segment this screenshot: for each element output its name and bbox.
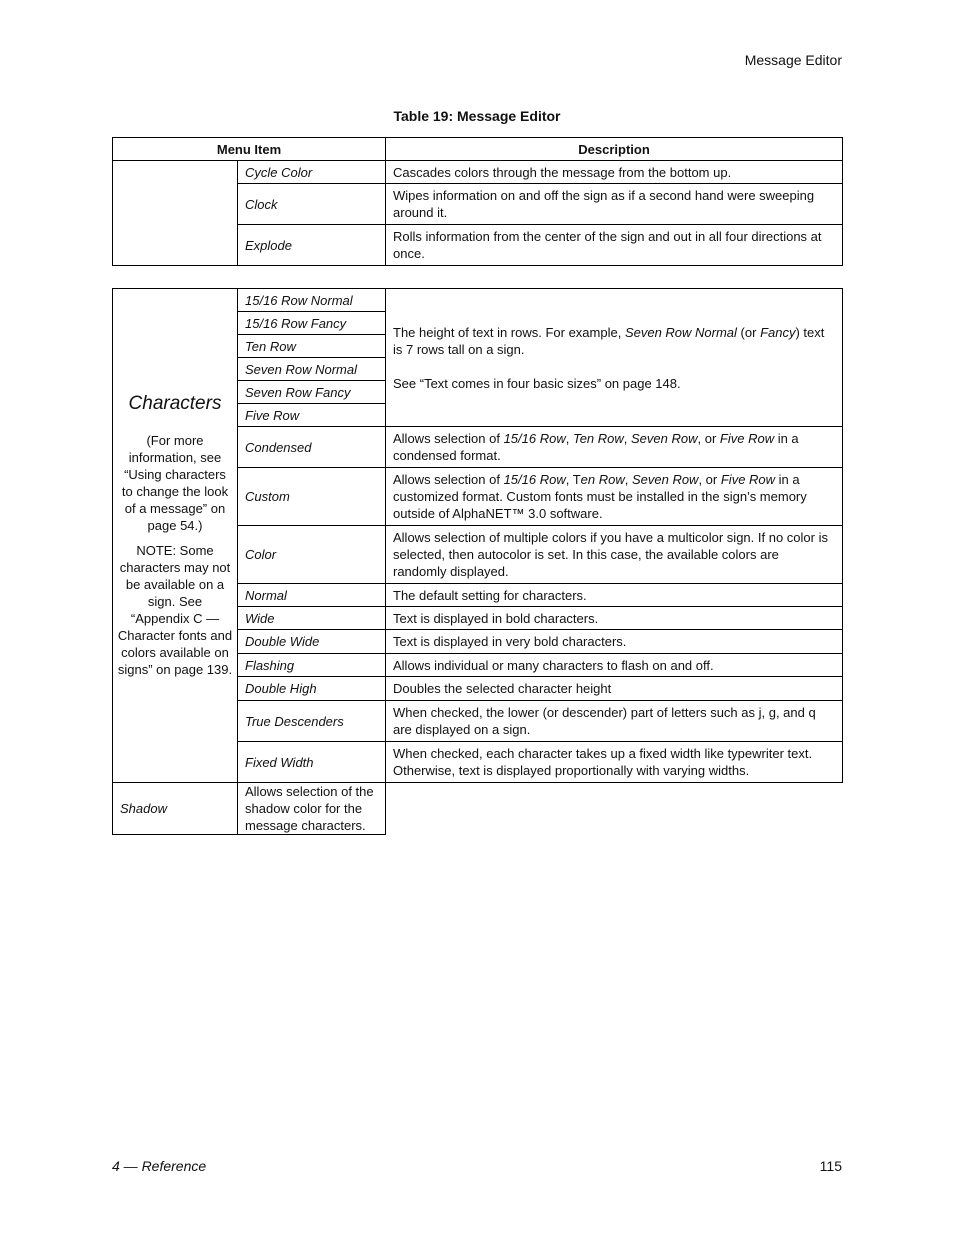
menu-item-cell: Cycle Color bbox=[238, 161, 386, 184]
description-cell: Allows individual or many characters to flash on and off. bbox=[386, 654, 843, 677]
description-cell: When checked, each character takes up a fixed width like typewriter text. Otherwise, text is displayed proportionally with varying widths. bbox=[386, 742, 843, 783]
table-header-row bbox=[113, 138, 843, 161]
message-editor-table-top bbox=[112, 137, 843, 266]
table-caption: Table 19: Message Editor bbox=[393, 108, 561, 124]
description-cell: Text is displayed in bold characters. bbox=[386, 607, 843, 630]
table-row bbox=[113, 161, 843, 184]
header-description: Description bbox=[386, 138, 843, 161]
description-cell: Allows selection of multiple colors if you have a multicolor sign. If no color is selected, then autocolor is set. In this case, the available colors are randomly displayed. bbox=[386, 526, 843, 584]
menu-item-cell: 15/16 Row Fancy bbox=[238, 312, 386, 335]
menu-item-cell: Explode bbox=[238, 225, 386, 266]
menu-item-cell: Five Row bbox=[238, 404, 386, 427]
characters-title: Characters bbox=[128, 393, 222, 414]
description-cell: Allows selection of 15/16 Row, Ten Row, Seven Row, or Five Row in a condensed format. bbox=[386, 427, 843, 468]
characters-group-cell bbox=[113, 289, 238, 783]
size-description-cell bbox=[386, 289, 843, 427]
description-cell: Allows selection of 15/16 Row, Ten Row, Seven Row, or Five Row in a customized format. Custom fonts must be installed in the sign’s memory outside of AlphaNET™ 3.0 software. bbox=[386, 468, 843, 526]
menu-item-cell: Double Wide bbox=[238, 630, 386, 654]
blank-group-cell bbox=[113, 161, 238, 266]
message-editor-table-characters bbox=[112, 288, 843, 835]
menu-item-cell: Double High bbox=[238, 677, 386, 701]
table-row bbox=[113, 783, 843, 835]
table-row bbox=[113, 289, 843, 312]
menu-item-cell: Ten Row bbox=[238, 335, 386, 358]
characters-note-availability: NOTE: Some characters may not be available on a sign. See “Appendix C — Character fonts and colors available on signs” on page 139. bbox=[117, 543, 233, 677]
description-cell: The default setting for characters. bbox=[386, 584, 843, 607]
description-cell: Text is displayed in very bold characters. bbox=[386, 630, 843, 654]
page-number: 115 bbox=[819, 1158, 842, 1174]
menu-item-cell: Normal bbox=[238, 584, 386, 607]
size-description-text: The height of text in rows. For example, Seven Row Normal (or Fancy) text is 7 rows tall on a sign. bbox=[393, 324, 825, 357]
menu-item-cell: Seven Row Fancy bbox=[238, 381, 386, 404]
menu-item-cell: Seven Row Normal bbox=[238, 358, 386, 381]
description-cell: Allows selection of the shadow color for the message characters. bbox=[238, 783, 386, 835]
menu-item-cell: Wide bbox=[238, 607, 386, 630]
characters-note-more-info: (For more information, see “Using characters to change the look of a message” on page 54.) bbox=[121, 433, 229, 533]
menu-item-cell: Color bbox=[238, 526, 386, 584]
description-cell: When checked, the lower (or descender) part of letters such as j, g, and q are displayed on a sign. bbox=[386, 701, 843, 742]
description-cell: Wipes information on and off the sign as if a second hand were sweeping around it. bbox=[386, 184, 843, 225]
menu-item-cell: Shadow bbox=[113, 783, 238, 835]
header-menu-item: Menu Item bbox=[113, 138, 386, 161]
menu-item-cell: True Descenders bbox=[238, 701, 386, 742]
menu-item-cell: Clock bbox=[238, 184, 386, 225]
description-cell: Doubles the selected character height bbox=[386, 677, 843, 701]
menu-item-cell: Flashing bbox=[238, 654, 386, 677]
footer-chapter: 4 — Reference bbox=[112, 1158, 207, 1174]
menu-item-cell: Condensed bbox=[238, 427, 386, 468]
menu-item-cell: 15/16 Row Normal bbox=[238, 289, 386, 312]
description-cell: Rolls information from the center of the sign and out in all four directions at once. bbox=[386, 225, 843, 266]
running-header: Message Editor bbox=[744, 52, 842, 68]
menu-item-cell: Custom bbox=[238, 468, 386, 526]
size-description-see-also: See “Text comes in four basic sizes” on page 148. bbox=[393, 375, 681, 391]
menu-item-cell: Fixed Width bbox=[238, 742, 386, 783]
description-cell: Cascades colors through the message from the bottom up. bbox=[386, 161, 843, 184]
